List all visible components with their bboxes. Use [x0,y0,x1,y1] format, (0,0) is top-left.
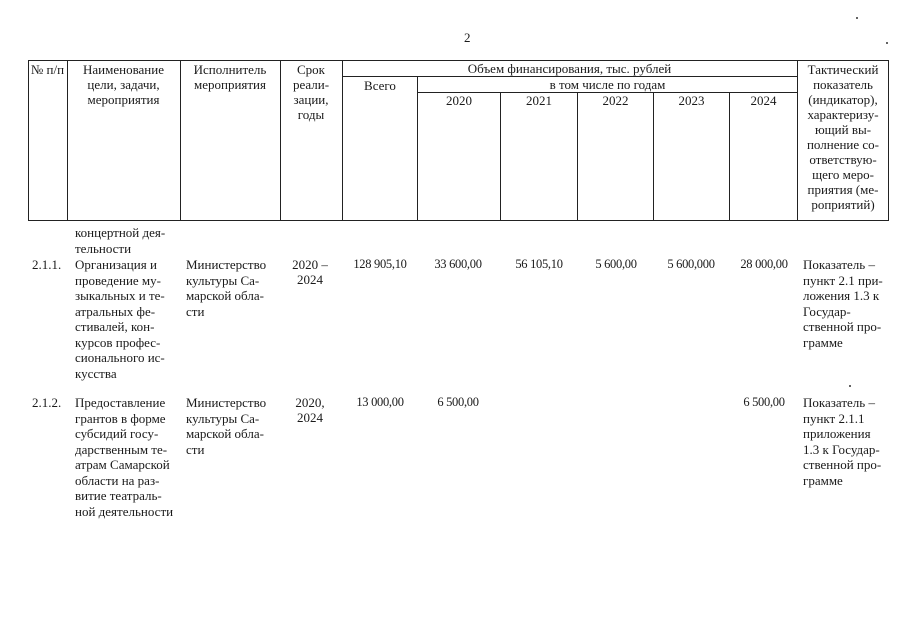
row-period: 2020, 2024 [295,395,325,425]
header-year-2024: 2024 [750,93,777,108]
scan-speck [886,42,888,44]
header-col-by-years: в том числе по годам [549,77,666,92]
row-name: Организация и проведение му-зыкальных и те-атральных фе-стивалей, кон-курсов профес-сионального ис-кусства [75,257,165,381]
header-col-total: Всего [364,78,396,93]
row-executor: Министерство культуры Са-марской обла-сти [186,395,267,457]
scan-speck [856,17,858,19]
row-2024: 6 500,00 [743,395,785,409]
row-period: 2020 – 2024 [292,257,328,287]
row-number: 2.1.2. [32,395,62,410]
row-indicator: Показатель – пункт 2.1 при-ложения 1.3 к Государ-ственной про-грамме [803,257,883,350]
row-total: 128 905,10 [353,257,407,271]
page-number: 2 [464,30,471,45]
header-col-period: Срок реали-зации, годы [292,62,330,122]
header-col-no: № п/п [30,62,65,77]
carryover-text: концертной дея-тельности [75,225,166,256]
row-total: 13 000,00 [356,395,404,409]
row-2020: 6 500,00 [437,395,479,409]
row-name: Предоставление грантов в форме субсидий госу-дарственным те-атрам Самарской области на раз-витие театраль-ной деятельности [75,395,174,519]
header-col-executor: Исполнитель мероприятия [193,62,267,92]
row-2022: 5 600,00 [595,257,637,271]
scan-speck [849,385,851,387]
header-col-financing: Объем финансирования, тыс. рублей [467,61,672,76]
row-2020: 33 600,00 [434,257,482,271]
header-col-indicator: Тактический показатель (индикатор), характеризу-ющий вы-полнение со-ответствую-щего меро-приятия (ме-роприятий) [806,62,880,212]
row-executor: Министерство культуры Са-марской обла-сти [186,257,267,319]
row-2023: 5 600,000 [667,257,715,271]
row-2024: 28 000,00 [740,257,788,271]
header-year-2022: 2022 [602,93,629,108]
header-col-name: Наименование цели, задачи, мероприятия [83,62,164,107]
row-number: 2.1.1. [32,257,62,272]
row-indicator: Показатель – пункт 2.1.1 приложения 1.3 к Государ-ственной про-грамме [803,395,882,488]
header-year-2023: 2023 [678,93,705,108]
row-2021: 56 105,10 [515,257,563,271]
header-year-2021: 2021 [526,93,552,108]
header-year-2020: 2020 [446,93,472,108]
